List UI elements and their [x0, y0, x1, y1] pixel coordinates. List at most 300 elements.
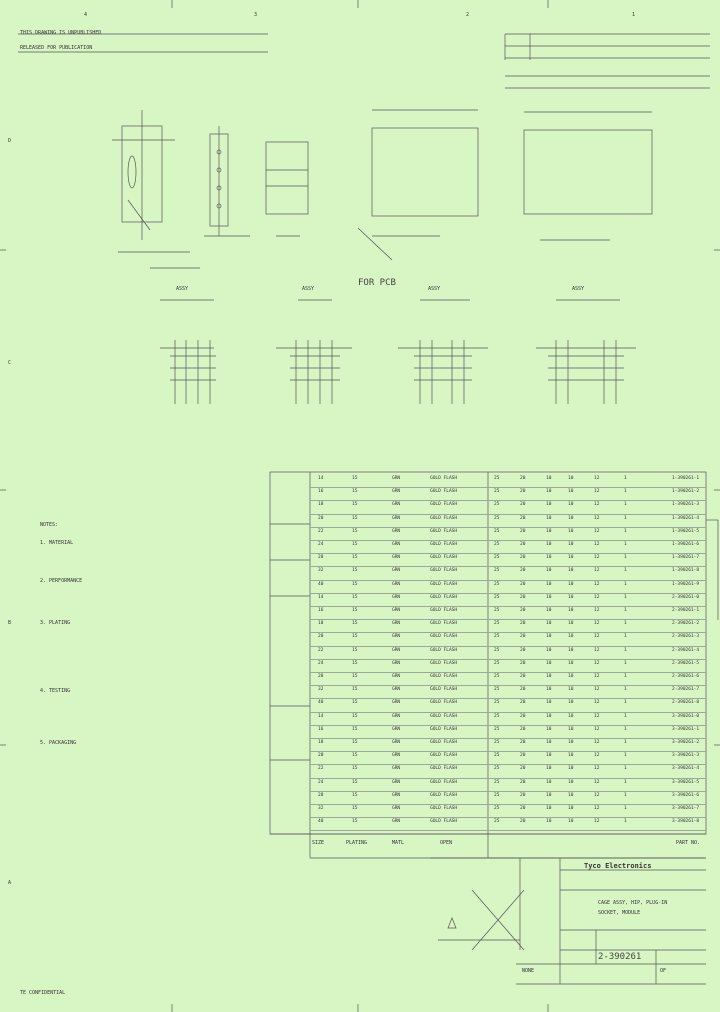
table-row — [310, 540, 706, 541]
table-cell: 10 — [568, 713, 574, 719]
table-cell: 14 — [318, 594, 324, 600]
table-cell: GRN — [392, 528, 401, 534]
table-cell: 10 — [568, 568, 574, 574]
table-cell: 10 — [546, 542, 552, 547]
table-cell: GRN — [392, 647, 401, 653]
table-cell: 20 — [520, 687, 526, 693]
table-cell: 10 — [568, 792, 574, 798]
table-cell: GOLD FLASH — [430, 713, 458, 719]
table-cell: 10 — [546, 740, 552, 745]
table-cell: 25 — [494, 674, 500, 679]
table-cell: 12 — [594, 634, 600, 640]
table-cell: 10 — [568, 476, 574, 481]
table-cell: 15 — [352, 594, 358, 600]
table-cell: 12 — [594, 581, 600, 587]
table-cell: GOLD FLASH — [430, 700, 458, 706]
view-label-2: ASSY — [302, 286, 315, 292]
table-cell: GOLD FLASH — [430, 621, 458, 627]
table-cell: 3-390261-3 — [672, 753, 700, 759]
table-row — [310, 527, 706, 528]
table-cell: 12 — [594, 542, 600, 547]
table-cell: 10 — [546, 713, 552, 719]
table-cell: 22 — [318, 528, 324, 534]
table-cell: 24 — [318, 660, 324, 666]
table-cell: 15 — [352, 542, 358, 547]
table-cell: GRN — [392, 542, 401, 547]
table-cell: 25 — [494, 700, 500, 706]
table-cell: GOLD FLASH — [430, 806, 458, 811]
table-cell: 25 — [494, 502, 500, 508]
table-cell: 25 — [494, 806, 500, 811]
table-cell: 20 — [520, 476, 526, 481]
table-cell: 15 — [352, 740, 358, 745]
table-cell: 1 — [624, 753, 627, 759]
table-cell: 20 — [520, 647, 526, 653]
table-cell: GRN — [392, 621, 401, 627]
table-cell: 10 — [546, 819, 552, 825]
table-cell: 10 — [546, 753, 552, 759]
table-cell: 14 — [318, 713, 324, 719]
table-cell: 12 — [594, 568, 600, 574]
table-cell: GRN — [392, 792, 401, 798]
table-cell: 20 — [520, 779, 526, 785]
table-cell: 10 — [546, 555, 552, 561]
table-cell: 12 — [594, 806, 600, 811]
note-4: 4. TESTING — [40, 688, 71, 694]
table-row — [310, 500, 706, 501]
table-cell: 3-390261-0 — [672, 713, 700, 719]
table-cell: GRN — [392, 740, 401, 745]
table-cell: 20 — [520, 489, 526, 495]
table-cell: 25 — [494, 766, 500, 772]
table-cell: 12 — [594, 502, 600, 508]
table-cell: 20 — [520, 766, 526, 772]
table-cell: 20 — [520, 634, 526, 640]
table-row — [310, 764, 706, 765]
table-cell: 12 — [594, 674, 600, 679]
zone-a: A — [8, 880, 12, 886]
table-cell: 25 — [494, 489, 500, 495]
table-cell: 1 — [624, 806, 627, 811]
table-cell: 10 — [568, 621, 574, 627]
table-cell: 10 — [546, 806, 552, 811]
table-row — [310, 738, 706, 739]
table-cell: 2-390261-1 — [672, 608, 700, 613]
table-cell: 20 — [520, 806, 526, 811]
table-cell: 10 — [546, 766, 552, 772]
table-cell: 10 — [568, 502, 574, 508]
table-cell: GRN — [392, 608, 401, 613]
table-cell: 2-390261-0 — [672, 594, 700, 600]
table-cell: 15 — [352, 753, 358, 759]
table-cell: 1 — [624, 502, 627, 508]
company-name: Tyco Electronics — [584, 862, 652, 870]
table-cell: 1 — [624, 819, 627, 825]
table-cell: 15 — [352, 806, 358, 811]
table-cell: 1-390261-5 — [672, 528, 700, 534]
table-cell: 40 — [318, 700, 324, 706]
table-cell: 1-390261-1 — [672, 476, 700, 481]
table-cell: 25 — [494, 753, 500, 759]
table-cell: GRN — [392, 515, 401, 521]
table-cell: 18 — [318, 621, 324, 627]
table-cell: 1 — [624, 779, 627, 785]
note-3: 3. PLATING — [40, 620, 71, 626]
table-cell: 1 — [624, 568, 627, 574]
table-cell: GOLD FLASH — [430, 740, 458, 745]
table-cell: 10 — [568, 608, 574, 613]
table-cell: 10 — [568, 806, 574, 811]
footer-col-5: PART NO. — [676, 840, 701, 846]
table-cell: 15 — [352, 581, 358, 587]
view-label-1: ASSY — [176, 286, 189, 292]
table-cell: 1 — [624, 489, 627, 495]
table-cell: GRN — [392, 502, 401, 508]
table-cell: 20 — [520, 528, 526, 534]
table-cell: GOLD FLASH — [430, 647, 458, 653]
table-cell: GOLD FLASH — [430, 634, 458, 640]
footer-col-2: PLATING — [346, 840, 368, 846]
table-cell: 2-390261-2 — [672, 621, 700, 627]
table-cell: 12 — [594, 660, 600, 666]
table-cell: 20 — [520, 660, 526, 666]
table-cell: 25 — [494, 634, 500, 640]
table-cell: 20 — [520, 515, 526, 521]
table-cell: 20 — [520, 621, 526, 627]
zone-1: 1 — [632, 12, 636, 18]
table-cell: 10 — [568, 660, 574, 666]
table-row — [310, 685, 706, 686]
table-cell: GRN — [392, 489, 401, 495]
table-cell: 1-390261-8 — [672, 568, 700, 574]
table-cell: 10 — [568, 594, 574, 600]
view-label-3: ASSY — [428, 286, 441, 292]
table-cell: 25 — [494, 621, 500, 627]
table-row — [310, 514, 706, 515]
table-cell: GRN — [392, 674, 401, 679]
table-cell: 15 — [352, 713, 358, 719]
table-cell: 1 — [624, 476, 627, 481]
table-cell: 25 — [494, 594, 500, 600]
table-cell: 1 — [624, 660, 627, 666]
table-cell: GRN — [392, 726, 401, 732]
table-cell: 25 — [494, 476, 500, 481]
footer-col-1: SIZE — [312, 840, 325, 846]
zone-4: 4 — [84, 12, 88, 18]
table-cell: GOLD FLASH — [430, 779, 458, 785]
table-cell: GOLD FLASH — [430, 687, 458, 693]
header-note-1: THIS DRAWING IS UNPUBLISHED — [20, 30, 102, 36]
table-cell: 12 — [594, 489, 600, 495]
table-cell: GOLD FLASH — [430, 489, 458, 495]
table-cell: GOLD FLASH — [430, 568, 458, 574]
table-cell: 28 — [318, 674, 324, 679]
table-cell: 12 — [594, 687, 600, 693]
table-row — [310, 698, 706, 699]
table-cell: 10 — [568, 726, 574, 732]
table-cell: 15 — [352, 819, 358, 825]
table-cell: 25 — [494, 608, 500, 613]
table-cell: 10 — [568, 687, 574, 693]
table-cell: GOLD FLASH — [430, 594, 458, 600]
table-cell: 32 — [318, 568, 324, 574]
table-row — [310, 751, 706, 752]
table-cell: 28 — [318, 792, 324, 798]
table-cell: 3-390261-7 — [672, 806, 700, 811]
table-cell: 18 — [318, 502, 324, 508]
table-cell: 15 — [352, 700, 358, 706]
table-row — [310, 632, 706, 633]
table-cell: 10 — [568, 674, 574, 679]
table-cell: 10 — [546, 568, 552, 574]
table-row — [310, 791, 706, 792]
table-row — [310, 580, 706, 581]
footer-left: TE CONFIDENTIAL — [20, 990, 66, 996]
table-row — [310, 606, 706, 607]
table-cell: 10 — [568, 634, 574, 640]
table-cell: 16 — [318, 489, 324, 495]
table-cell: 10 — [568, 753, 574, 759]
table-cell: 1 — [624, 542, 627, 547]
table-cell: 15 — [352, 555, 358, 561]
table-cell: 20 — [520, 792, 526, 798]
table-cell: 20 — [520, 740, 526, 745]
table-cell: 20 — [318, 515, 324, 521]
table-cell: 3-390261-6 — [672, 792, 700, 798]
table-cell: 10 — [568, 555, 574, 561]
table-cell: 1 — [624, 674, 627, 679]
table-cell: 1 — [624, 555, 627, 561]
table-cell: 1-390261-4 — [672, 515, 700, 521]
table-cell: 10 — [568, 581, 574, 587]
note-1: 1. MATERIAL — [40, 540, 74, 546]
table-cell: 25 — [494, 515, 500, 521]
table-cell: GOLD FLASH — [430, 674, 458, 679]
table-cell: 15 — [352, 528, 358, 534]
table-cell: 16 — [318, 726, 324, 732]
table-cell: 1 — [624, 766, 627, 772]
table-cell: 3-390261-1 — [672, 726, 700, 732]
table-cell: 12 — [594, 740, 600, 745]
table-cell: 24 — [318, 779, 324, 785]
table-cell: 20 — [520, 555, 526, 561]
table-cell: 25 — [494, 792, 500, 798]
table-cell: 40 — [318, 819, 324, 825]
table-cell: 15 — [352, 608, 358, 613]
table-cell: 10 — [546, 634, 552, 640]
table-row — [310, 817, 706, 818]
table-cell: GRN — [392, 581, 401, 587]
table-cell: 1 — [624, 634, 627, 640]
table-cell: 10 — [568, 766, 574, 772]
table-row — [310, 619, 706, 620]
zone-3: 3 — [254, 12, 258, 18]
table-cell: 10 — [546, 608, 552, 613]
table-cell: 10 — [568, 515, 574, 521]
table-cell: GOLD FLASH — [430, 581, 458, 587]
table-cell: 10 — [568, 740, 574, 745]
table-row — [310, 725, 706, 726]
table-row — [310, 553, 706, 554]
table-cell: 32 — [318, 687, 324, 693]
table-cell: 2-390261-8 — [672, 700, 700, 706]
table-cell: 1 — [624, 528, 627, 534]
table-cell: 10 — [568, 779, 574, 785]
scale-label: NONE — [522, 968, 535, 974]
table-cell: 15 — [352, 674, 358, 679]
note-2: 2. PERFORMANCE — [40, 578, 83, 584]
table-cell: 15 — [352, 489, 358, 495]
table-cell: GOLD FLASH — [430, 819, 458, 825]
table-cell: 3-390261-8 — [672, 819, 700, 825]
table-cell: 20 — [520, 502, 526, 508]
table-cell: 15 — [352, 766, 358, 772]
table-cell: 25 — [494, 819, 500, 825]
table-cell: 12 — [594, 608, 600, 613]
table-cell: 10 — [546, 621, 552, 627]
table-cell: 12 — [594, 779, 600, 785]
table-cell: 15 — [352, 660, 358, 666]
table-cell: 10 — [546, 700, 552, 706]
header-note-2: RELEASED FOR PUBLICATION — [20, 45, 93, 51]
footer-col-4: OPEN — [440, 840, 453, 846]
table-cell: 25 — [494, 568, 500, 574]
table-cell: 10 — [568, 647, 574, 653]
table-cell: 12 — [594, 515, 600, 521]
table-cell: 20 — [520, 568, 526, 574]
table-cell: 1 — [624, 608, 627, 613]
table-cell: 10 — [546, 502, 552, 508]
table-cell: 20 — [520, 608, 526, 613]
table-cell: 10 — [546, 476, 552, 481]
table-cell: 20 — [318, 753, 324, 759]
section-label: FOR PCB — [358, 278, 396, 288]
table-cell: 10 — [546, 515, 552, 521]
table-cell: 12 — [594, 753, 600, 759]
table-cell: 1 — [624, 713, 627, 719]
title-line-1: CAGE ASSY, HIP, PLUG-IN — [598, 900, 668, 906]
table-cell: 16 — [318, 608, 324, 613]
table-cell: GRN — [392, 555, 401, 561]
table-cell: 25 — [494, 581, 500, 587]
table-cell: GRN — [392, 806, 401, 811]
table-cell: 1-390261-6 — [672, 542, 700, 547]
table-cell: 10 — [546, 489, 552, 495]
table-cell: 1 — [624, 647, 627, 653]
table-cell: 20 — [520, 700, 526, 706]
table-cell: 10 — [546, 528, 552, 534]
table-row — [310, 778, 706, 779]
table-cell: 3-390261-2 — [672, 740, 700, 745]
table-cell: 20 — [520, 674, 526, 679]
table-cell: 1-390261-2 — [672, 489, 700, 495]
table-cell: 20 — [520, 726, 526, 732]
table-cell: 2-390261-7 — [672, 687, 700, 693]
table-cell: 22 — [318, 647, 324, 653]
table-cell: 20 — [318, 634, 324, 640]
table-cell: 10 — [546, 792, 552, 798]
table-cell: 25 — [494, 687, 500, 693]
table-cell: 20 — [520, 713, 526, 719]
table-row — [310, 566, 706, 567]
table-cell: GOLD FLASH — [430, 792, 458, 798]
table-cell: 12 — [594, 792, 600, 798]
table-cell: 1-390261-9 — [672, 581, 700, 587]
table-cell: 25 — [494, 542, 500, 547]
table-row — [310, 659, 706, 660]
table-cell: 20 — [520, 542, 526, 547]
table-cell: 10 — [546, 674, 552, 679]
table-cell: 25 — [494, 713, 500, 719]
note-5: 5. PACKAGING — [40, 740, 77, 746]
table-cell: 10 — [546, 647, 552, 653]
table-cell: 12 — [594, 713, 600, 719]
table-cell: 1 — [624, 515, 627, 521]
table-cell: 20 — [520, 753, 526, 759]
table-cell: 2-390261-3 — [672, 634, 700, 640]
table-cell: 25 — [494, 726, 500, 732]
zone-d: D — [8, 138, 12, 144]
table-cell: 2-390261-6 — [672, 674, 700, 679]
table-cell: 1 — [624, 594, 627, 600]
table-cell: 1 — [624, 792, 627, 798]
table-cell: 25 — [494, 555, 500, 561]
table-cell: GOLD FLASH — [430, 515, 458, 521]
table-cell: 2-390261-5 — [672, 660, 700, 666]
table-row — [310, 712, 706, 713]
view-label-4: ASSY — [572, 286, 585, 292]
table-cell: 25 — [494, 647, 500, 653]
table-row — [310, 672, 706, 673]
table-cell: 12 — [594, 476, 600, 481]
table-cell: 10 — [568, 819, 574, 825]
table-cell: GOLD FLASH — [430, 726, 458, 732]
table-cell: 28 — [318, 555, 324, 561]
table-cell: 10 — [546, 687, 552, 693]
table-cell: GOLD FLASH — [430, 502, 458, 508]
notes-header: NOTES: — [40, 522, 59, 528]
table-cell: 20 — [520, 581, 526, 587]
table-cell: 10 — [546, 779, 552, 785]
table-cell: 12 — [594, 647, 600, 653]
table-cell: 15 — [352, 476, 358, 481]
table-cell: 32 — [318, 806, 324, 811]
table-cell: 12 — [594, 819, 600, 825]
table-cell: GRN — [392, 713, 401, 719]
table-cell: GOLD FLASH — [430, 542, 458, 547]
table-cell: 10 — [568, 528, 574, 534]
table-cell: 12 — [594, 528, 600, 534]
table-cell: 10 — [568, 542, 574, 547]
table-cell: 20 — [520, 594, 526, 600]
table-row — [310, 487, 706, 488]
table-cell: 22 — [318, 766, 324, 772]
table-cell: GOLD FLASH — [430, 528, 458, 534]
sheet-label: OF — [660, 968, 667, 974]
table-cell: 10 — [546, 594, 552, 600]
table-cell: 10 — [546, 581, 552, 587]
table-row — [310, 593, 706, 594]
table-cell: 12 — [594, 700, 600, 706]
table-row — [310, 804, 706, 805]
table-cell: GRN — [392, 753, 401, 759]
table-cell: 25 — [494, 740, 500, 745]
table-cell: 10 — [568, 700, 574, 706]
table-cell: 1 — [624, 740, 627, 745]
table-cell: 12 — [594, 726, 600, 732]
table-cell: 10 — [568, 489, 574, 495]
table-cell: 15 — [352, 502, 358, 508]
